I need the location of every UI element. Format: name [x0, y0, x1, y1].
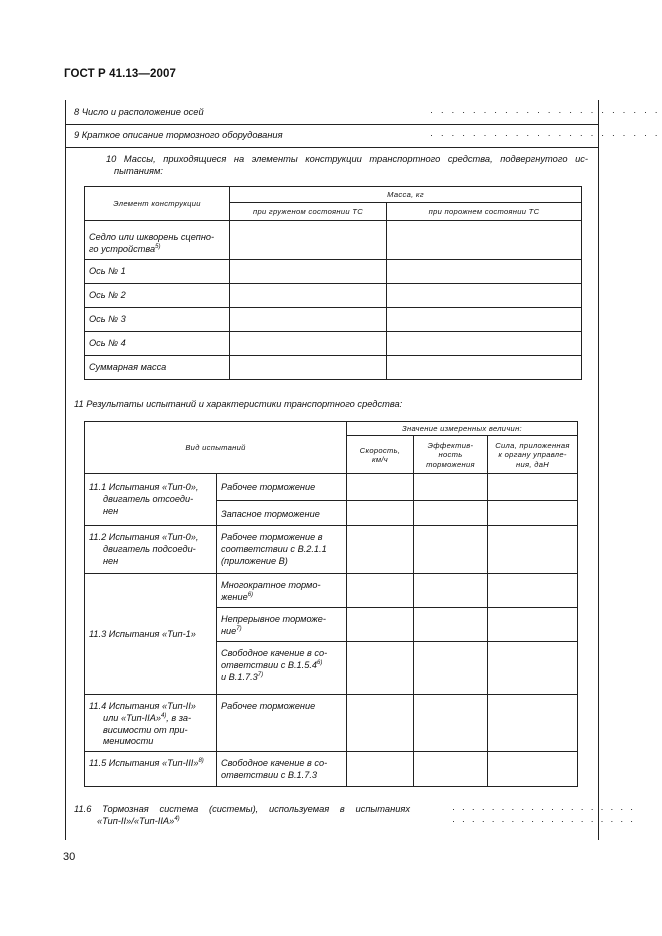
- result-cell: [488, 526, 578, 574]
- mass-row-label: Ось № 4: [85, 332, 230, 356]
- item-9-dots: · · · · · · · · · · · · · · · · · · · · · ·: [430, 130, 661, 140]
- result-cell: [347, 574, 414, 608]
- item-11-6-dots-1: · · · · · · · · · · · · · · · · · · ·: [452, 804, 636, 814]
- item-11-6-line2: «Тип-II»/«Тип-IIA»$^{4)}$: [97, 815, 180, 826]
- results-col-speed: Скорость, км/ч: [347, 436, 414, 474]
- result-cell: [488, 501, 578, 526]
- mass-row-label: Ось № 2: [85, 284, 230, 308]
- result-cell: [414, 501, 488, 526]
- result-cell: [488, 695, 578, 752]
- mass-col-loaded: при груженом состоянии ТС: [230, 203, 387, 221]
- result-cell: [414, 526, 488, 574]
- result-cell: [347, 474, 414, 501]
- mass-row-label: Ось № 3: [85, 308, 230, 332]
- item-11-6-line1: 11.6 Тормозная система (системы), используемая в испытаниях: [74, 804, 410, 814]
- mass-col-mass: Масса, кг: [230, 187, 582, 203]
- test-11-4-service: Рабочее торможение: [217, 695, 347, 752]
- mass-table: [84, 186, 582, 380]
- results-col-measured: Значение измеренных величин:: [347, 422, 578, 436]
- mass-col-element: Элемент конструкции: [85, 187, 230, 221]
- mass-col-empty: при порожнем состоянии ТС: [387, 203, 582, 221]
- test-11-1-service: Рабочее торможение: [217, 474, 347, 501]
- results-table: [84, 421, 578, 787]
- item-10-text: [106, 153, 588, 177]
- test-11-2-label: 11.2 Испытания «Тип-0», двигатель подсоеди- нен: [85, 526, 217, 574]
- results-col-efficiency: Эффектив- ность торможения: [414, 436, 488, 474]
- item-10-line2: пытаниям:: [114, 166, 163, 176]
- mass-cell: [230, 221, 387, 260]
- divider: [65, 124, 599, 125]
- result-cell: [347, 642, 414, 695]
- test-11-1-emergency: Запасное торможение: [217, 501, 347, 526]
- mass-cell: [387, 332, 582, 356]
- item-8-label: 8 Число и расположение осей: [74, 107, 204, 117]
- item-11-6-dots-2: · · · · · · · · · · · · · · · · · · ·: [452, 816, 636, 826]
- mass-cell: [387, 284, 582, 308]
- mass-cell: [230, 284, 387, 308]
- result-cell: [488, 608, 578, 642]
- result-cell: [488, 474, 578, 501]
- result-cell: [414, 608, 488, 642]
- result-cell: [347, 752, 414, 787]
- item-9-label: 9 Краткое описание тормозного оборудования: [74, 130, 283, 140]
- result-cell: [414, 695, 488, 752]
- item-11-6-text: [74, 803, 410, 827]
- divider: [65, 147, 599, 148]
- result-cell: [414, 474, 488, 501]
- result-cell: [347, 608, 414, 642]
- mass-cell: [387, 260, 582, 284]
- result-cell: [488, 574, 578, 608]
- mass-cell: [387, 221, 582, 260]
- result-cell: [414, 642, 488, 695]
- document-header: ГОСТ Р 41.13—2007: [64, 68, 176, 80]
- mass-cell: [230, 356, 387, 380]
- item-10-line1: 10 Массы, приходящиеся на элементы конструкции транспортного средства, подвергнутого ис-: [106, 154, 588, 164]
- result-cell: [347, 526, 414, 574]
- mass-row-label: Седло или шкворень сцепно- го устройства$^{5)}$: [85, 221, 230, 260]
- mass-row-label: Ось № 1: [85, 260, 230, 284]
- mass-cell: [387, 308, 582, 332]
- test-11-1-label: 11.1 Испытания «Тип-0», двигатель отсоеди- нен: [85, 474, 217, 526]
- test-11-2-service: Рабочее торможение в соответствии с В.2.1.1 (приложение В): [217, 526, 347, 574]
- test-11-5-label: 11.5 Испытания «Тип-III»$^{8)}$: [85, 752, 217, 787]
- test-11-5-coasting: Свободное качение в со- ответствии с В.1.7.3: [217, 752, 347, 787]
- result-cell: [488, 752, 578, 787]
- mass-cell: [387, 356, 582, 380]
- item-8-dots: · · · · · · · · · · · · · · · · · · · · · ·: [430, 107, 661, 117]
- result-cell: [414, 752, 488, 787]
- test-11-3-coasting: Свободное качение в со- ответствии с В.1.5.4$^{6)}$ и В.1.7.3$^{7)}$: [217, 642, 347, 695]
- result-cell: [347, 501, 414, 526]
- test-11-4-label: 11.4 Испытания «Тип-II» или «Тип-IIA»$^{4)}$, в за- висимости от при- менимости: [85, 695, 217, 752]
- page-number: 30: [63, 851, 76, 863]
- results-col-test-type: Вид испытаний: [85, 422, 347, 474]
- result-cell: [414, 574, 488, 608]
- test-11-3-repeated: Многократное тормо- жение$^{6)}$: [217, 574, 347, 608]
- item-11-text: 11 Результаты испытаний и характеристики транспортного средства:: [74, 399, 403, 409]
- mass-cell: [230, 332, 387, 356]
- mass-cell: [230, 260, 387, 284]
- mass-row-label: Суммарная масса: [85, 356, 230, 380]
- result-cell: [347, 695, 414, 752]
- test-11-3-label: 11.3 Испытания «Тип-1»: [85, 574, 217, 695]
- test-11-3-continuous: Непрерывное торможе- ние$^{7)}$: [217, 608, 347, 642]
- mass-cell: [230, 308, 387, 332]
- results-col-force: Сила, приложенная к органу управле- ния, даН: [488, 436, 578, 474]
- result-cell: [488, 642, 578, 695]
